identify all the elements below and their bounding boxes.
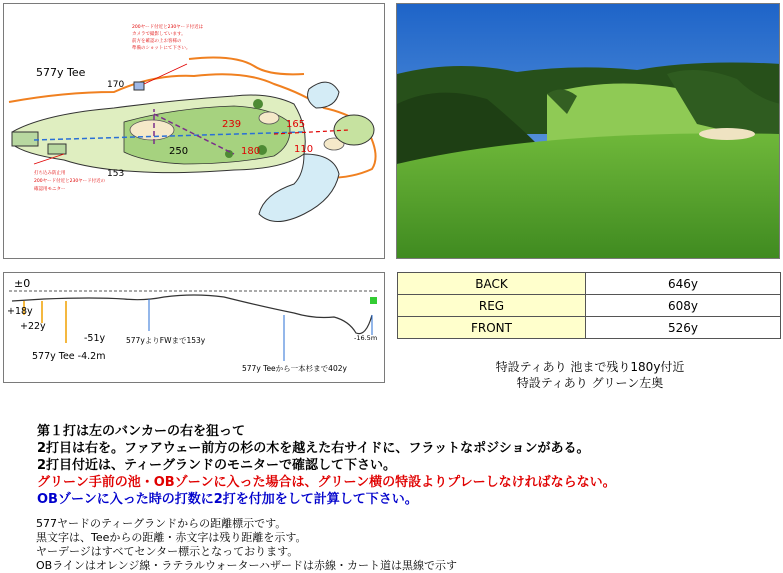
hole-photo bbox=[396, 3, 780, 259]
instruction-line-1: 第１打は左のバンカーの右を狙って bbox=[37, 424, 246, 439]
footnote-3: ヤーデージはすべてセンター標示となっております。 bbox=[36, 545, 299, 558]
instruction-line-4: グリーン手前の池・OBゾーンに入った場合は、グリーン横の特設よりプレーしなければならない。 bbox=[37, 475, 616, 490]
special-tee-note-1: 特設ティあり 池まで残り180y付近 bbox=[495, 360, 685, 374]
hole-map bbox=[3, 3, 385, 259]
elev-label-green: -16.5m bbox=[354, 334, 378, 342]
table-row bbox=[398, 317, 781, 339]
elev-label-tee: 577y Tee -4.2m bbox=[32, 351, 106, 362]
elevation-chart bbox=[4, 273, 384, 382]
tee-name: REG bbox=[398, 295, 586, 317]
callout-bottom-1: 打ち込み防止用 bbox=[34, 171, 66, 176]
tee-yards: 526y bbox=[586, 317, 781, 339]
tee-yards: 646y bbox=[586, 273, 781, 295]
special-tee-note-2: 特設ティあり グリーン左奥 bbox=[516, 376, 664, 390]
yardage-table bbox=[397, 272, 781, 339]
elev-label-18: +18y bbox=[7, 306, 33, 317]
elev-label-fw: 577yよりFWまで153y bbox=[126, 336, 206, 345]
ob-line-top bbox=[189, 58, 304, 75]
instruction-line-3: 2打目付近は、ティーグランドのモニターで確認して下さい。 bbox=[37, 458, 397, 473]
callout-top-3: 前方を確認の上お客様の bbox=[132, 39, 182, 44]
footnote-1: 577ヤードのティーグランドからの距離標示です。 bbox=[36, 517, 287, 530]
zero-label: ±0 bbox=[14, 277, 31, 290]
tee-box bbox=[48, 144, 66, 154]
distance-180: 180 bbox=[241, 146, 261, 157]
footnote-2: 黒文字は、Teeからの距離・赤文字は残り距離を示す。 bbox=[36, 531, 307, 544]
distance-250: 250 bbox=[169, 146, 189, 157]
tee-box bbox=[12, 132, 38, 146]
monitor-icon bbox=[134, 82, 144, 90]
bunker bbox=[130, 120, 174, 140]
distance-239: 239 bbox=[222, 119, 242, 130]
callout-top-4: 準備のショットにて下さい。 bbox=[132, 46, 191, 51]
instruction-line-2: 2打目は右を。ファアウェー前方の杉の木を越えた右サイドに、フラットなポジションがある。 bbox=[37, 441, 590, 456]
tee-name: BACK bbox=[398, 273, 586, 295]
callout-bottom-2: 200ヤード付近と230ヤード付近の bbox=[34, 179, 106, 184]
callout-top-1: 200ヤード付近と230ヤード付近は bbox=[132, 25, 204, 30]
callout-top-2: カメラで撮影しています。 bbox=[132, 32, 186, 37]
elev-label-sugi: 577y Teeから一本杉まで402y bbox=[242, 364, 347, 373]
tee-yards: 608y bbox=[586, 295, 781, 317]
table-row bbox=[398, 295, 781, 317]
elevation-profile bbox=[3, 272, 385, 383]
hole-photo-image bbox=[397, 4, 780, 259]
green-marker bbox=[370, 297, 377, 304]
water-hazard bbox=[308, 82, 339, 108]
table-row bbox=[398, 273, 781, 295]
footnote-4: OBラインはオレンジ線・ラテラルウォーターハザードは赤線・カート道は黒線で示す bbox=[36, 559, 458, 572]
tree bbox=[253, 99, 263, 109]
callout-bottom-3: 確認用モニター bbox=[34, 187, 66, 192]
distance-110: 110 bbox=[294, 144, 314, 155]
hole-map-drawing bbox=[4, 4, 384, 258]
distance-153: 153 bbox=[107, 169, 125, 179]
distance-165: 165 bbox=[286, 119, 306, 130]
elev-label-22: +22y bbox=[20, 321, 46, 332]
elev-label-51: -51y bbox=[84, 333, 106, 344]
tee-name: FRONT bbox=[398, 317, 586, 339]
distance-170: 170 bbox=[107, 80, 125, 90]
bunker bbox=[259, 112, 279, 124]
instruction-line-5: OBゾーンに入った時の打数に2打を付加をして計算して下さい。 bbox=[37, 492, 418, 507]
tee-label: 577y Tee bbox=[36, 66, 86, 79]
